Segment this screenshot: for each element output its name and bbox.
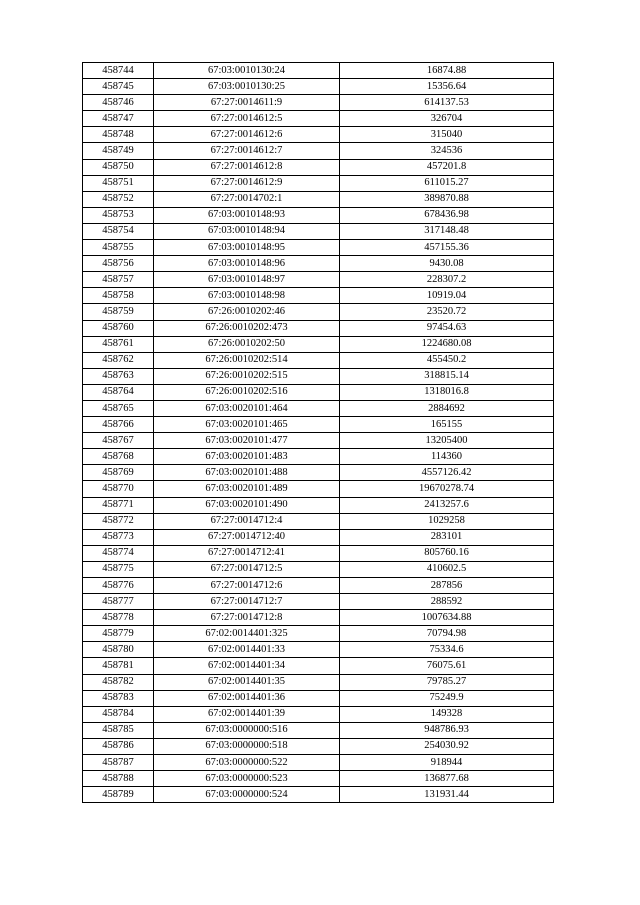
table-row [83,787,554,803]
cadastral-number-cell: 67:27:0014712:5 [154,561,340,577]
value-cell: 1224680.08 [340,336,554,352]
table-row [83,240,554,256]
row-number-cell: 458772 [83,513,154,529]
value-cell: 13205400 [340,433,554,449]
table-row [83,674,554,690]
value-cell: 9430.08 [340,256,554,272]
table-row [83,626,554,642]
row-number-cell: 458784 [83,706,154,722]
row-number-cell: 458788 [83,771,154,787]
value-cell: 19670278.74 [340,481,554,497]
cadastral-number-cell: 67:03:0020101:483 [154,449,340,465]
cadastral-number-cell: 67:27:0014712:41 [154,545,340,561]
value-cell: 1029258 [340,513,554,529]
row-number-cell: 458774 [83,545,154,561]
row-number-cell: 458746 [83,95,154,111]
value-cell: 70794.98 [340,626,554,642]
value-cell: 254030.92 [340,738,554,754]
table-row [83,417,554,433]
table-row [83,352,554,368]
cadastral-number-cell: 67:26:0010202:514 [154,352,340,368]
cadastral-number-cell: 67:03:0010148:93 [154,207,340,223]
value-cell: 131931.44 [340,787,554,803]
value-cell: 79785.27 [340,674,554,690]
value-cell: 678436.98 [340,207,554,223]
table-row [83,481,554,497]
cadastral-number-cell: 67:03:0020101:489 [154,481,340,497]
value-cell: 287856 [340,578,554,594]
cadastral-number-cell: 67:27:0014612:5 [154,111,340,127]
value-cell: 410602.5 [340,561,554,577]
value-cell: 288592 [340,594,554,610]
row-number-cell: 458752 [83,191,154,207]
table-row [83,256,554,272]
table-row [83,191,554,207]
cadastral-number-cell: 67:02:0014401:325 [154,626,340,642]
row-number-cell: 458773 [83,529,154,545]
cadastral-number-cell: 67:03:0000000:518 [154,738,340,754]
cadastral-number-cell: 67:27:0014712:6 [154,578,340,594]
cadastral-number-cell: 67:27:0014712:4 [154,513,340,529]
table-row [83,304,554,320]
cadastral-number-cell: 67:03:0010148:97 [154,272,340,288]
table-row [83,400,554,416]
table-row [83,336,554,352]
row-number-cell: 458744 [83,63,154,79]
table-row [83,320,554,336]
table-row [83,223,554,239]
table-row [83,207,554,223]
value-cell: 165155 [340,417,554,433]
cadastral-number-cell: 67:02:0014401:36 [154,690,340,706]
row-number-cell: 458780 [83,642,154,658]
row-number-cell: 458779 [83,626,154,642]
value-cell: 2413257.6 [340,497,554,513]
table-row [83,79,554,95]
cadastral-number-cell: 67:03:0010130:25 [154,79,340,95]
cadastral-number-cell: 67:03:0000000:516 [154,722,340,738]
cadastral-number-cell: 67:03:0000000:523 [154,771,340,787]
value-cell: 97454.63 [340,320,554,336]
row-number-cell: 458787 [83,755,154,771]
value-cell: 16874.88 [340,63,554,79]
table-row [83,722,554,738]
row-number-cell: 458776 [83,578,154,594]
row-number-cell: 458757 [83,272,154,288]
table-row [83,272,554,288]
cadastral-number-cell: 67:27:0014612:6 [154,127,340,143]
cadastral-number-cell: 67:03:0020101:488 [154,465,340,481]
cadastral-number-cell: 67:26:0010202:473 [154,320,340,336]
table-row [83,642,554,658]
cadastral-number-cell: 67:03:0010130:24 [154,63,340,79]
row-number-cell: 458745 [83,79,154,95]
row-number-cell: 458754 [83,223,154,239]
row-number-cell: 458782 [83,674,154,690]
value-cell: 136877.68 [340,771,554,787]
cadastral-number-cell: 67:02:0014401:34 [154,658,340,674]
cadastral-number-cell: 67:26:0010202:46 [154,304,340,320]
row-number-cell: 458778 [83,610,154,626]
row-number-cell: 458766 [83,417,154,433]
cadastral-number-cell: 67:27:0014712:40 [154,529,340,545]
cadastral-number-cell: 67:03:0010148:98 [154,288,340,304]
value-cell: 114360 [340,449,554,465]
cadastral-number-cell: 67:27:0014712:7 [154,594,340,610]
row-number-cell: 458777 [83,594,154,610]
table-row [83,545,554,561]
row-number-cell: 458785 [83,722,154,738]
value-cell: 283101 [340,529,554,545]
value-cell: 324536 [340,143,554,159]
table-row [83,433,554,449]
value-cell: 614137.53 [340,95,554,111]
table-row [83,95,554,111]
row-number-cell: 458786 [83,738,154,754]
table-row [83,690,554,706]
cadastral-number-cell: 67:27:0014612:8 [154,159,340,175]
value-cell: 611015.27 [340,175,554,191]
cadastral-number-cell: 67:26:0010202:515 [154,368,340,384]
cadastral-number-cell: 67:03:0000000:522 [154,755,340,771]
value-cell: 389870.88 [340,191,554,207]
cadastral-number-cell: 67:26:0010202:516 [154,384,340,400]
table-row [83,127,554,143]
table-row [83,497,554,513]
value-cell: 315040 [340,127,554,143]
value-cell: 1318016.8 [340,384,554,400]
table-row [83,610,554,626]
row-number-cell: 458765 [83,400,154,416]
table-row [83,578,554,594]
cadastral-number-cell: 67:02:0014401:39 [154,706,340,722]
row-number-cell: 458768 [83,449,154,465]
value-cell: 75334.6 [340,642,554,658]
data-table [82,62,554,803]
value-cell: 318815.14 [340,368,554,384]
row-number-cell: 458753 [83,207,154,223]
value-cell: 918944 [340,755,554,771]
cadastral-number-cell: 67:03:0010148:94 [154,223,340,239]
value-cell: 457155.36 [340,240,554,256]
cadastral-number-cell: 67:27:0014612:7 [154,143,340,159]
row-number-cell: 458775 [83,561,154,577]
row-number-cell: 458748 [83,127,154,143]
cadastral-number-cell: 67:02:0014401:33 [154,642,340,658]
value-cell: 149328 [340,706,554,722]
value-cell: 805760.16 [340,545,554,561]
row-number-cell: 458760 [83,320,154,336]
value-cell: 317148.48 [340,223,554,239]
table-row [83,63,554,79]
cadastral-number-cell: 67:26:0010202:50 [154,336,340,352]
value-cell: 10919.04 [340,288,554,304]
table-row [83,449,554,465]
value-cell: 326704 [340,111,554,127]
value-cell: 948786.93 [340,722,554,738]
row-number-cell: 458761 [83,336,154,352]
table-row [83,143,554,159]
row-number-cell: 458762 [83,352,154,368]
row-number-cell: 458789 [83,787,154,803]
cadastral-number-cell: 67:03:0010148:96 [154,256,340,272]
table-row [83,368,554,384]
table-row [83,384,554,400]
table-row [83,175,554,191]
row-number-cell: 458763 [83,368,154,384]
cadastral-number-cell: 67:03:0000000:524 [154,787,340,803]
table-row [83,771,554,787]
row-number-cell: 458764 [83,384,154,400]
row-number-cell: 458749 [83,143,154,159]
value-cell: 2884692 [340,400,554,416]
row-number-cell: 458758 [83,288,154,304]
value-cell: 455450.2 [340,352,554,368]
table-row [83,513,554,529]
table-body [83,63,554,803]
cadastral-number-cell: 67:03:0010148:95 [154,240,340,256]
row-number-cell: 458750 [83,159,154,175]
table-row [83,706,554,722]
cadastral-number-cell: 67:27:0014702:1 [154,191,340,207]
table-row [83,755,554,771]
row-number-cell: 458769 [83,465,154,481]
document-page [82,62,553,803]
value-cell: 75249.9 [340,690,554,706]
cadastral-number-cell: 67:27:0014612:9 [154,175,340,191]
table-row [83,658,554,674]
row-number-cell: 458751 [83,175,154,191]
value-cell: 457201.8 [340,159,554,175]
row-number-cell: 458759 [83,304,154,320]
table-row [83,288,554,304]
cadastral-number-cell: 67:03:0020101:465 [154,417,340,433]
value-cell: 4557126.42 [340,465,554,481]
cadastral-number-cell: 67:27:0014712:8 [154,610,340,626]
table-row [83,594,554,610]
row-number-cell: 458781 [83,658,154,674]
cadastral-number-cell: 67:02:0014401:35 [154,674,340,690]
cadastral-number-cell: 67:03:0020101:464 [154,400,340,416]
table-row [83,561,554,577]
table-row [83,159,554,175]
row-number-cell: 458770 [83,481,154,497]
value-cell: 15356.64 [340,79,554,95]
value-cell: 1007634.88 [340,610,554,626]
row-number-cell: 458747 [83,111,154,127]
cadastral-number-cell: 67:03:0020101:490 [154,497,340,513]
table-row [83,529,554,545]
row-number-cell: 458756 [83,256,154,272]
row-number-cell: 458771 [83,497,154,513]
value-cell: 76075.61 [340,658,554,674]
table-row [83,465,554,481]
cadastral-number-cell: 67:03:0020101:477 [154,433,340,449]
cadastral-number-cell: 67:27:0014611:9 [154,95,340,111]
row-number-cell: 458767 [83,433,154,449]
value-cell: 228307.2 [340,272,554,288]
table-row [83,111,554,127]
row-number-cell: 458783 [83,690,154,706]
table-row [83,738,554,754]
row-number-cell: 458755 [83,240,154,256]
value-cell: 23520.72 [340,304,554,320]
